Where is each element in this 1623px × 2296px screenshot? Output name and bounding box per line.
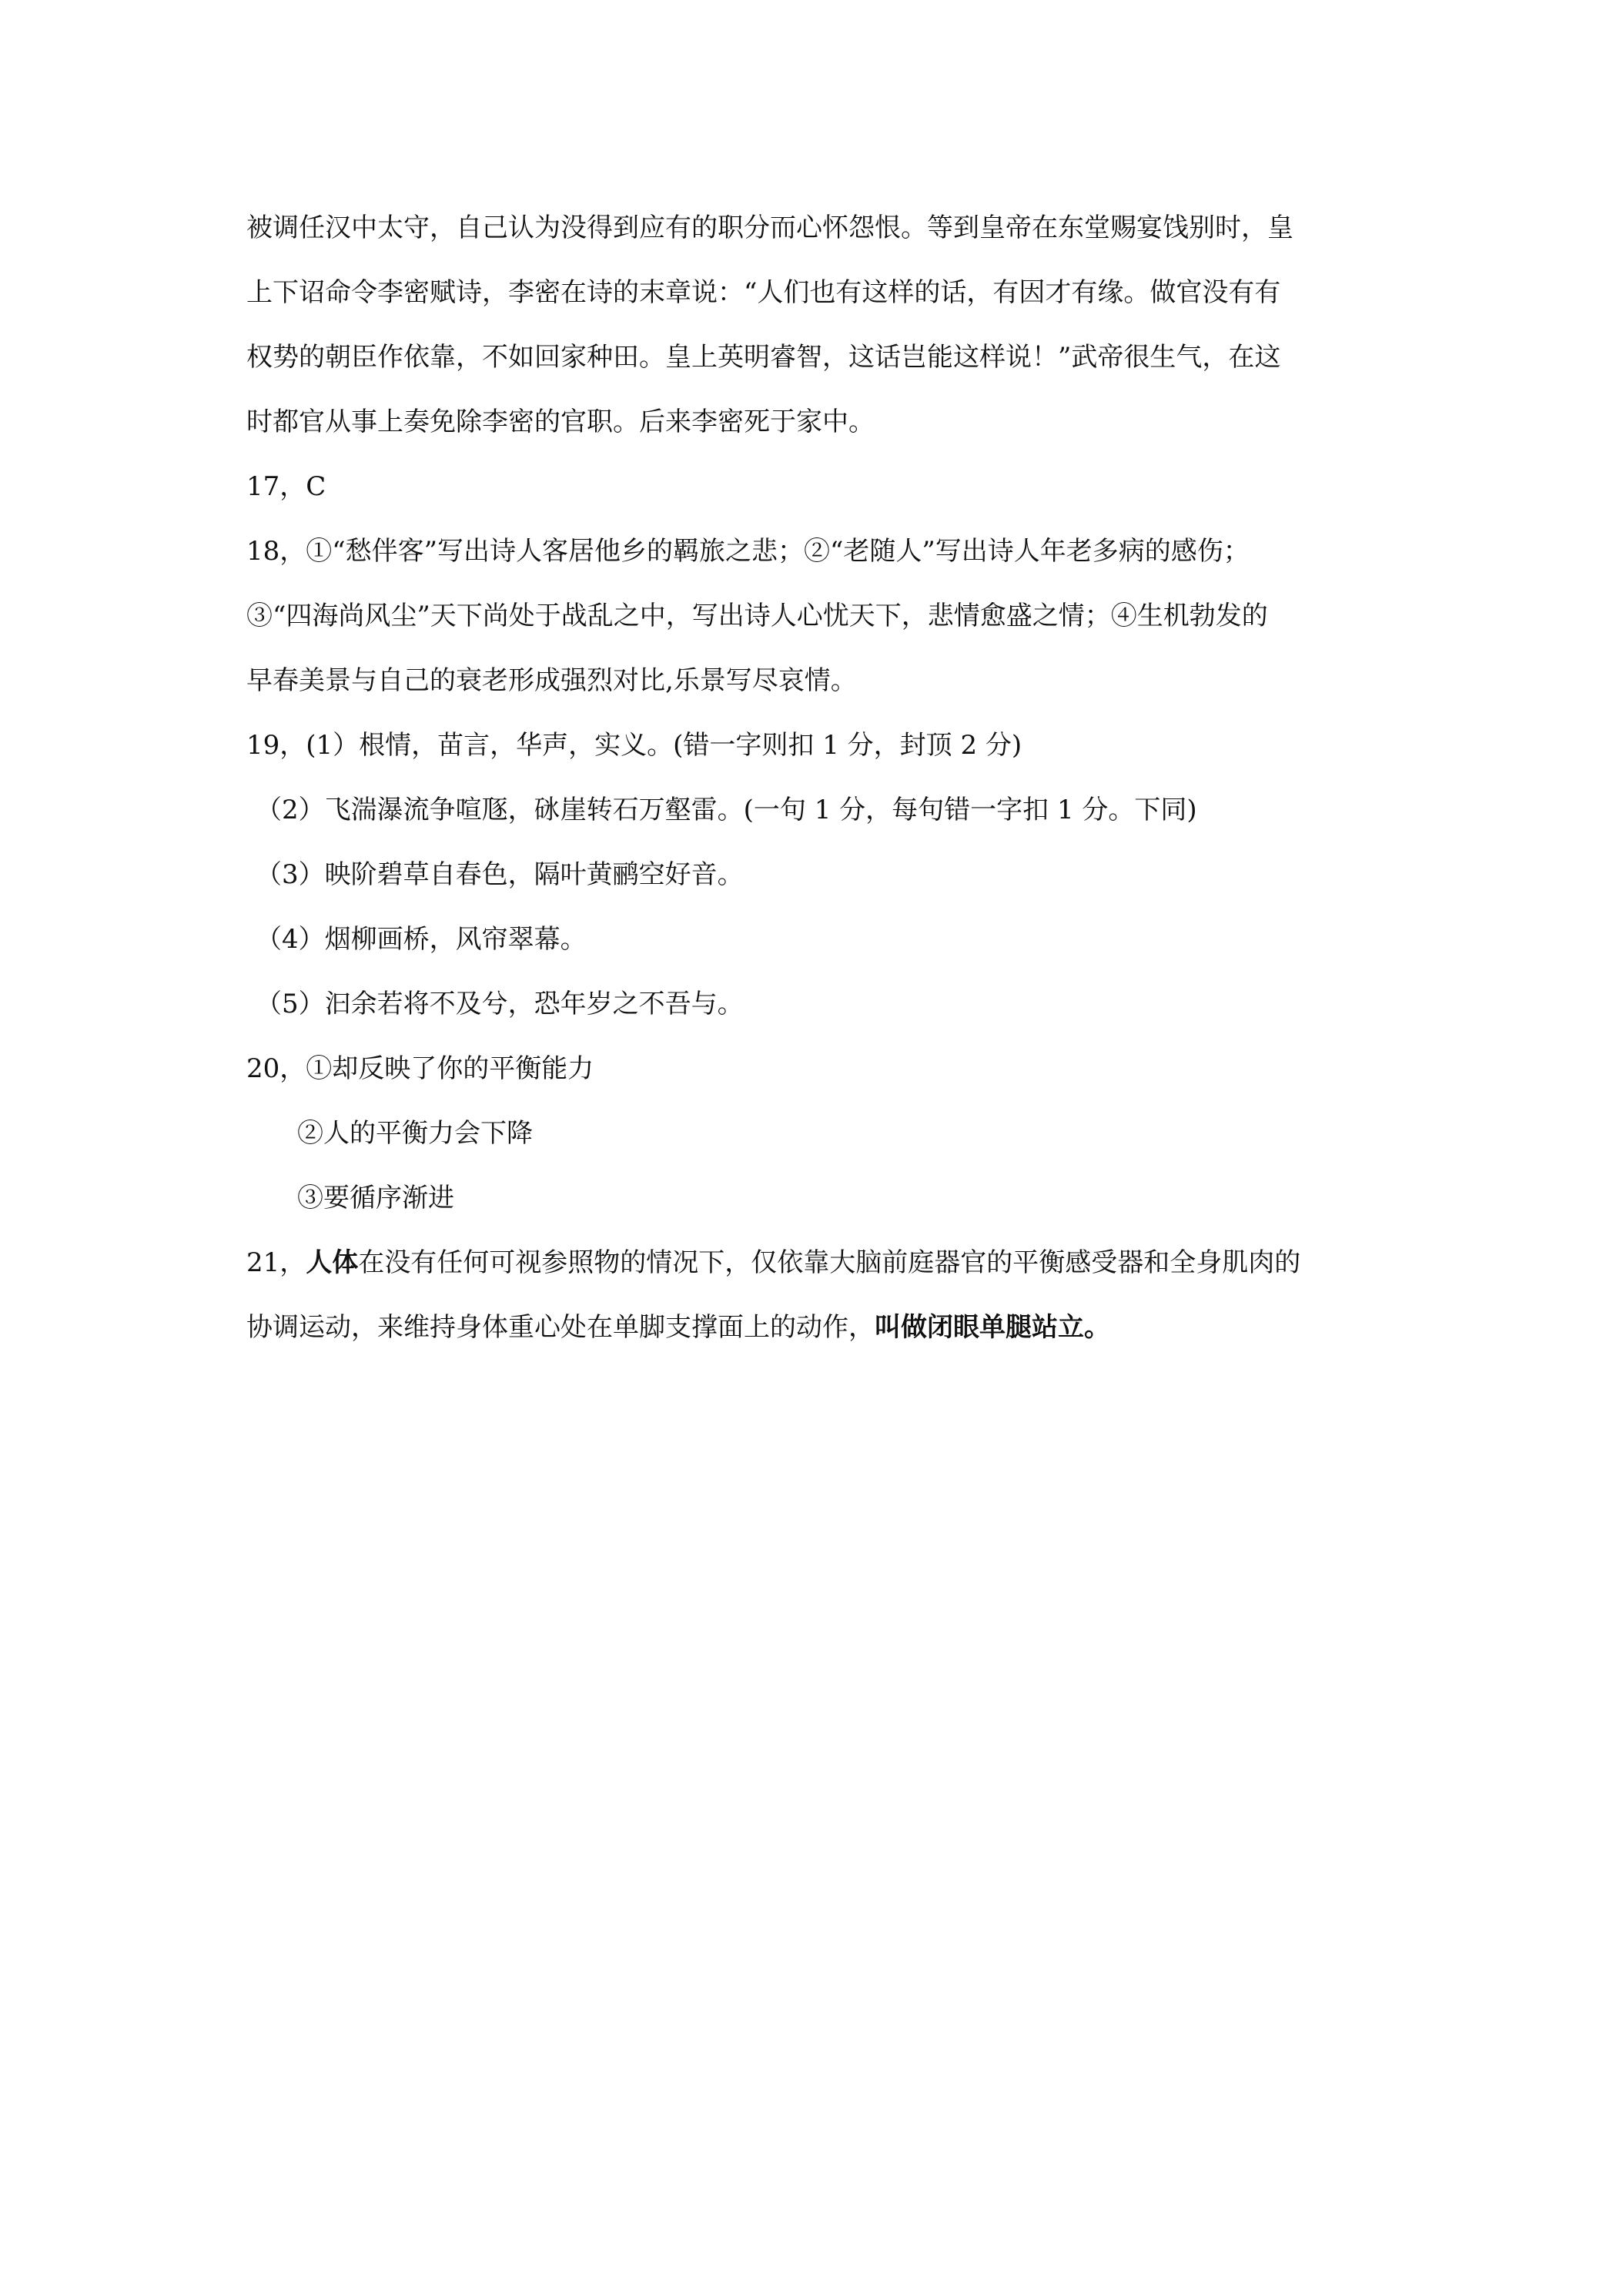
answer-19-item-4: （4）烟柳画桥，风帘翠幕。: [256, 924, 587, 955]
answer-19-item-2: （2）飞湍瀑流争喧豗，砯崖转石万壑雷。(一句 1 分，每句错一字扣 1 分。下同): [256, 795, 1197, 825]
paragraph-16-line-2: 上下诏命令李密赋诗，李密在诗的末章说：“人们也有这样的话，有因才有缘。做官没有有: [246, 277, 1281, 308]
answer-19-item-3: （3）映阶碧草自春色，隔叶黄鹂空好音。: [256, 859, 744, 890]
answer-21-line-2: [246, 1312, 1386, 1343]
answer-21-bold-conclusion: 叫做闭眼单腿站立。: [875, 1312, 1110, 1343]
answer-21-text-2: 协调运动，来维持身体重心处在单脚支撑面上的动作，: [246, 1312, 875, 1343]
paragraph-16-line-3: 权势的朝臣作依靠，不如回家种田。皇上英明睿智，这话岂能这样说！”武帝很生气，在这: [246, 342, 1281, 373]
answer-20-item-1: 20，①却反映了你的平衡能力: [246, 1053, 594, 1084]
answer-19-item-1: 19，(1）根情，苗言，华声，实义。(错一字则扣 1 分，封顶 2 分): [246, 730, 1022, 761]
answer-21-bold-subject: 人体: [306, 1247, 359, 1278]
answer-17: 17，C: [246, 471, 326, 502]
answer-20-item-3: ③要循序渐进: [297, 1183, 454, 1213]
answer-18-line-2: ③“四海尚风尘”天下尚处于战乱之中，写出诗人心忧天下，悲情愈盛之情；④生机勃发的: [246, 601, 1268, 631]
paragraph-16-line-4: 时都官从事上奏免除李密的官职。后来李密死于家中。: [246, 407, 875, 437]
answer-21-line-1: [246, 1247, 1386, 1278]
answer-21-number: 21，: [246, 1247, 306, 1278]
answer-18-line-3: 早春美景与自己的衰老形成强烈对比,乐景写尽哀情。: [246, 665, 857, 696]
answer-18-line-1: 18，①“愁伴客”写出诗人客居他乡的羁旅之悲；②“老随人”写出诗人年老多病的感伤；: [246, 536, 1250, 567]
answer-19-item-5: （5）汩余若将不及兮，恐年岁之不吾与。: [256, 989, 744, 1019]
answer-20-item-2: ②人的平衡力会下降: [297, 1118, 533, 1149]
answer-21-text-1: 在没有任何可视参照物的情况下，仅依靠大脑前庭器官的平衡感受器和全身肌肉的: [358, 1247, 1301, 1278]
paragraph-16-line-1: 被调任汉中太守，自己认为没得到应有的职分而心怀怨恨。等到皇帝在东堂赐宴饯别时，皇: [246, 213, 1293, 243]
